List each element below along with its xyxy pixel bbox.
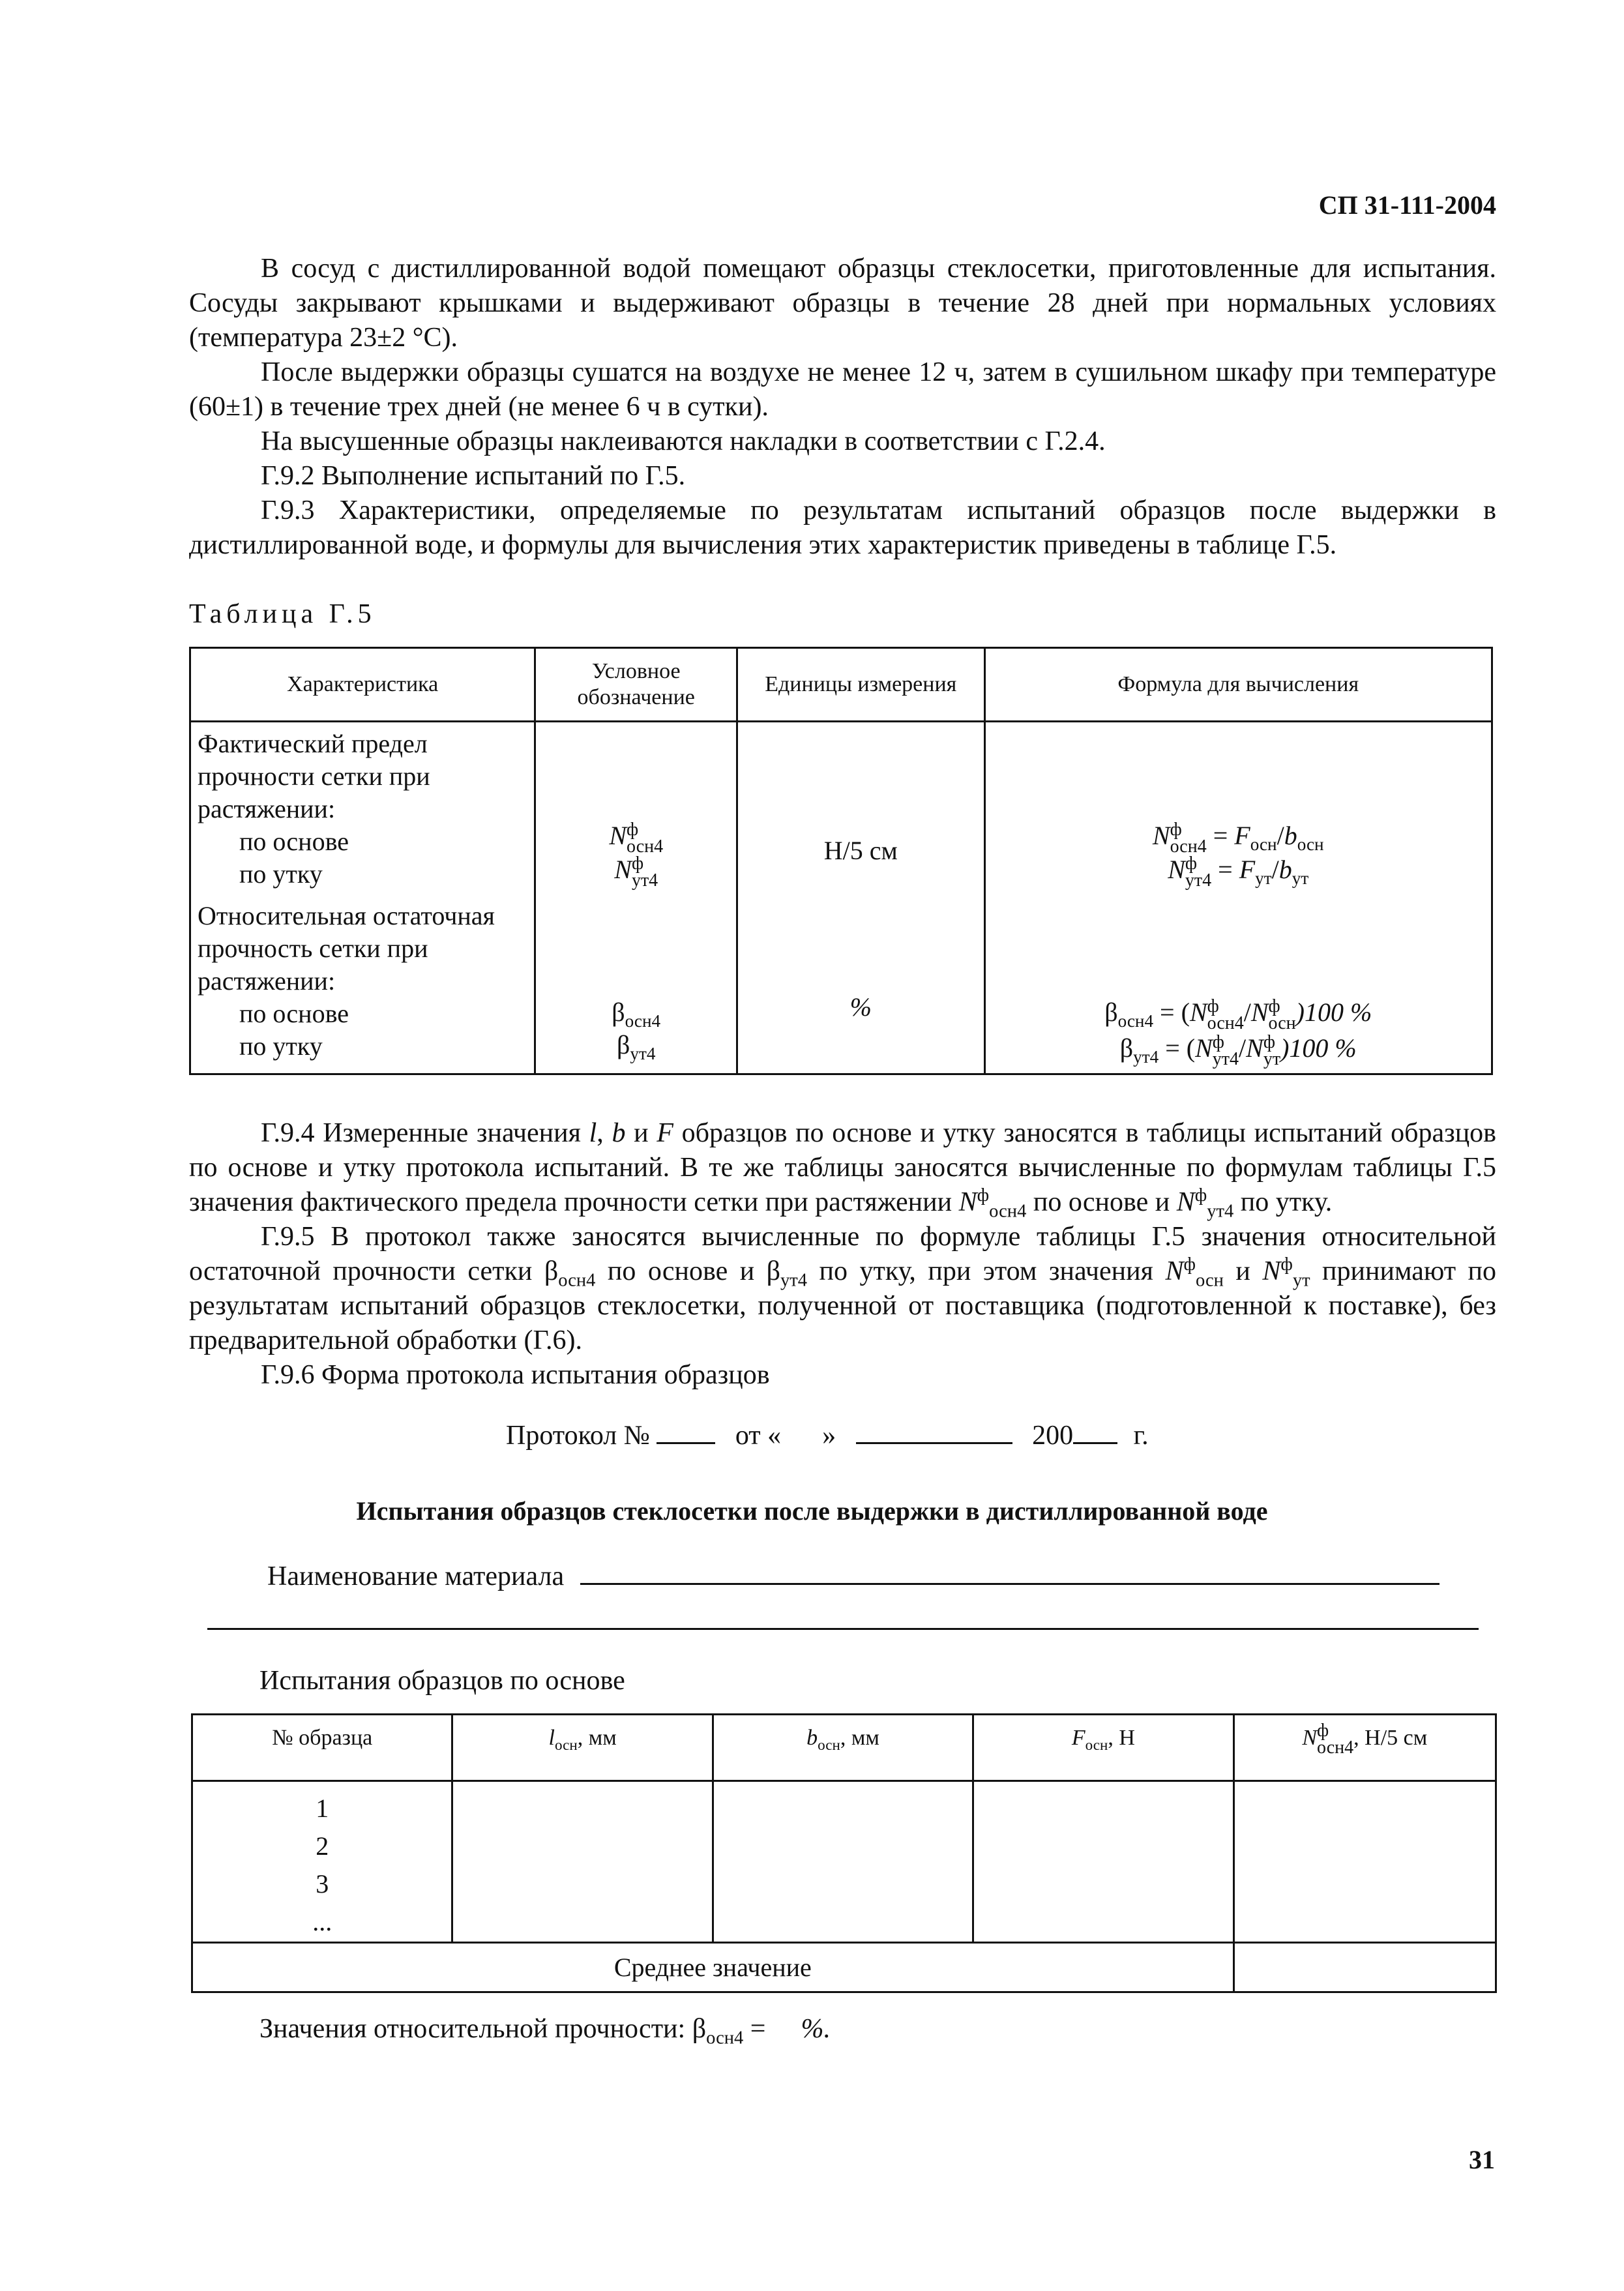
header-characteristic: Характеристика	[190, 648, 535, 722]
characteristic-cell	[190, 722, 535, 1074]
header-length: $l_{осн}$, мм	[452, 1715, 713, 1781]
material-line	[267, 1559, 1439, 1594]
mean-label: Среднее значение	[192, 1943, 1234, 1992]
section-heading: Испытания образцов стеклосетки после выдержки в дистиллированной воде	[356, 1496, 1268, 1526]
relative-strength-line	[259, 2012, 831, 2047]
paragraph: После выдержки образцы сушатся на воздухе не менее 12 ч, затем в сушильном шкафу при температуре (60±1) в течение трех дней (не менее 6 ч в сутки).	[189, 357, 1496, 422]
units-cell	[737, 722, 984, 1074]
header-sample-no: № образца	[192, 1715, 452, 1781]
body-paragraphs	[189, 1116, 1496, 1393]
intro-paragraphs	[189, 252, 1496, 563]
document-number: СП 31-111-2004	[1318, 190, 1496, 220]
row1-sub1: по основе	[239, 827, 349, 856]
formula-n-weft: N ф ут4 = $F_{ут}/b_{ут}$	[1168, 853, 1309, 891]
header-units: Единицы измерения	[737, 648, 984, 722]
percent-sign: %.	[801, 2014, 831, 2044]
base-tests-label: Испытания образцов по основе	[259, 1666, 625, 1696]
protocol-year: 200	[1032, 1421, 1074, 1451]
relative-strength-label: Значения относительной прочности:	[259, 2014, 692, 2044]
formula-cell	[984, 722, 1492, 1074]
header-force: $F_{осн}$, Н	[973, 1715, 1233, 1781]
protocol-label: Протокол №	[506, 1421, 650, 1451]
protocol-close-quote: »	[822, 1421, 836, 1451]
paragraph-g94: Г.9.4 Измеренные значения l, b и F образцов по основе и утку заносятся в таблицы испытаний образцов по основе и утку протокола испытаний. В те же таблицы заносятся вычисленные по формулам таблицы Г.5 значения фактического предела прочности сетки при растяжении $N^ф_{осн4}$ по основе и $N^ф_{ут4}$ по утку.	[189, 1118, 1496, 1222]
table-g5	[189, 647, 1493, 1075]
protocol-year-field	[1073, 1419, 1117, 1444]
material-label: Наименование материала	[267, 1561, 565, 1591]
protocol-line	[506, 1419, 1149, 1453]
header-strength: N ф осн4 , Н/5 см	[1233, 1715, 1496, 1781]
header-symbol: Условное обозначение	[535, 648, 737, 722]
symbol-cell	[535, 722, 737, 1074]
row2-sub1: по основе	[239, 999, 349, 1028]
paragraph-g96: Г.9.6 Форма протокола испытания образцов	[261, 1360, 770, 1390]
page-number: 31	[1469, 2145, 1495, 2174]
paragraph-g95: Г.9.5 В протокол также заносятся вычисленные по формуле таблицы Г.5 значения относительной остаточной прочности сетки $\beta_{осн4}$ по основе и $\beta_{ут4}$ по утку, при этом значения $N^ф_{осн}$ и $N^ф_{ут}$ принимают по результатам испытаний образцов стеклосетки, полученной от поставщика (подготовленной к поставке), без предварительной обработки (Г.6).	[189, 1222, 1497, 1355]
length-values-cell	[452, 1781, 713, 1943]
protocol-number-field	[657, 1419, 715, 1444]
row1-title: Фактический предел прочности сетки при растяжении:	[198, 729, 430, 823]
paragraph: На высушенные образцы наклеиваются накладки в соответствии с Г.2.4.	[261, 426, 1106, 456]
paragraph: Г.9.3 Характеристики, определяемые по результатам испытаний образцов после выдержки в дистиллированной воде, и формулы для вычисления этих характеристик приведены в таблице Г.5.	[189, 495, 1496, 560]
symbol-beta-base: $\beta_{осн4}$	[612, 998, 661, 1031]
width-values-cell	[713, 1781, 973, 1943]
strength-values-cell	[1233, 1781, 1496, 1943]
unit-row1: Н/5 см	[823, 836, 898, 865]
header-width: $b_{осн}$, мм	[713, 1715, 973, 1781]
protocol-year-suffix: г.	[1133, 1421, 1149, 1451]
material-field	[580, 1559, 1439, 1585]
sample-number: 1	[316, 1794, 329, 1823]
beta-symbol: β	[692, 2014, 707, 2044]
mean-value-cell	[1233, 1943, 1496, 1992]
formula-n-base: N ф осн4 = $F_{осн}/b_{осн}$	[1152, 820, 1324, 857]
force-values-cell	[973, 1781, 1233, 1943]
table-body-row	[190, 722, 1492, 1074]
formula-beta-base: $\beta_{осн4} = (N$ ф осн4 /N ф осн )100 %	[1104, 996, 1372, 1033]
unit-row2: %	[849, 992, 872, 1022]
protocol-from: от «	[735, 1421, 782, 1451]
table-header-row	[192, 1715, 1496, 1781]
table-header-row	[190, 648, 1492, 722]
formula-beta-weft: $\beta_{ут4} = (N$ ф ут4 /N ф ут )100 %	[1119, 1031, 1357, 1069]
equals-sign: =	[743, 2014, 766, 2044]
symbol-n-weft: N ф ут4	[614, 853, 658, 891]
protocol-month-field	[856, 1419, 1012, 1444]
base-tests-table	[191, 1713, 1497, 1993]
table-mean-row	[192, 1943, 1496, 1992]
material-field-line-2	[207, 1628, 1479, 1630]
row2-title: Относительная остаточная прочность сетки при растяжении:	[198, 901, 495, 996]
sample-number: 2	[316, 1831, 329, 1861]
beta-subscript: осн4	[706, 2028, 744, 2048]
sample-number: 3	[316, 1869, 329, 1899]
row2-sub2: по утку	[239, 1031, 323, 1061]
paragraph: Г.9.2 Выполнение испытаний по Г.5.	[261, 461, 686, 491]
paragraph: В сосуд с дистиллированной водой помещают образцы стеклосетки, приготовленные для испытания. Сосуды закрывают крышками и выдерживают образцы в течение 28 дней при нормальных условиях (температура 23±2 °С).	[189, 254, 1496, 353]
symbol-beta-weft: $\beta_{ут4}$	[617, 1030, 656, 1063]
sample-numbers-cell	[192, 1781, 452, 1943]
symbol-n-base: N ф осн4	[609, 820, 664, 857]
table-row	[192, 1781, 1496, 1943]
sample-number: ...	[312, 1907, 332, 1936]
row1-sub2: по утку	[239, 859, 323, 889]
header-formula: Формула для вычисления	[984, 648, 1492, 722]
table-caption: Таблица Г.5	[189, 599, 376, 629]
